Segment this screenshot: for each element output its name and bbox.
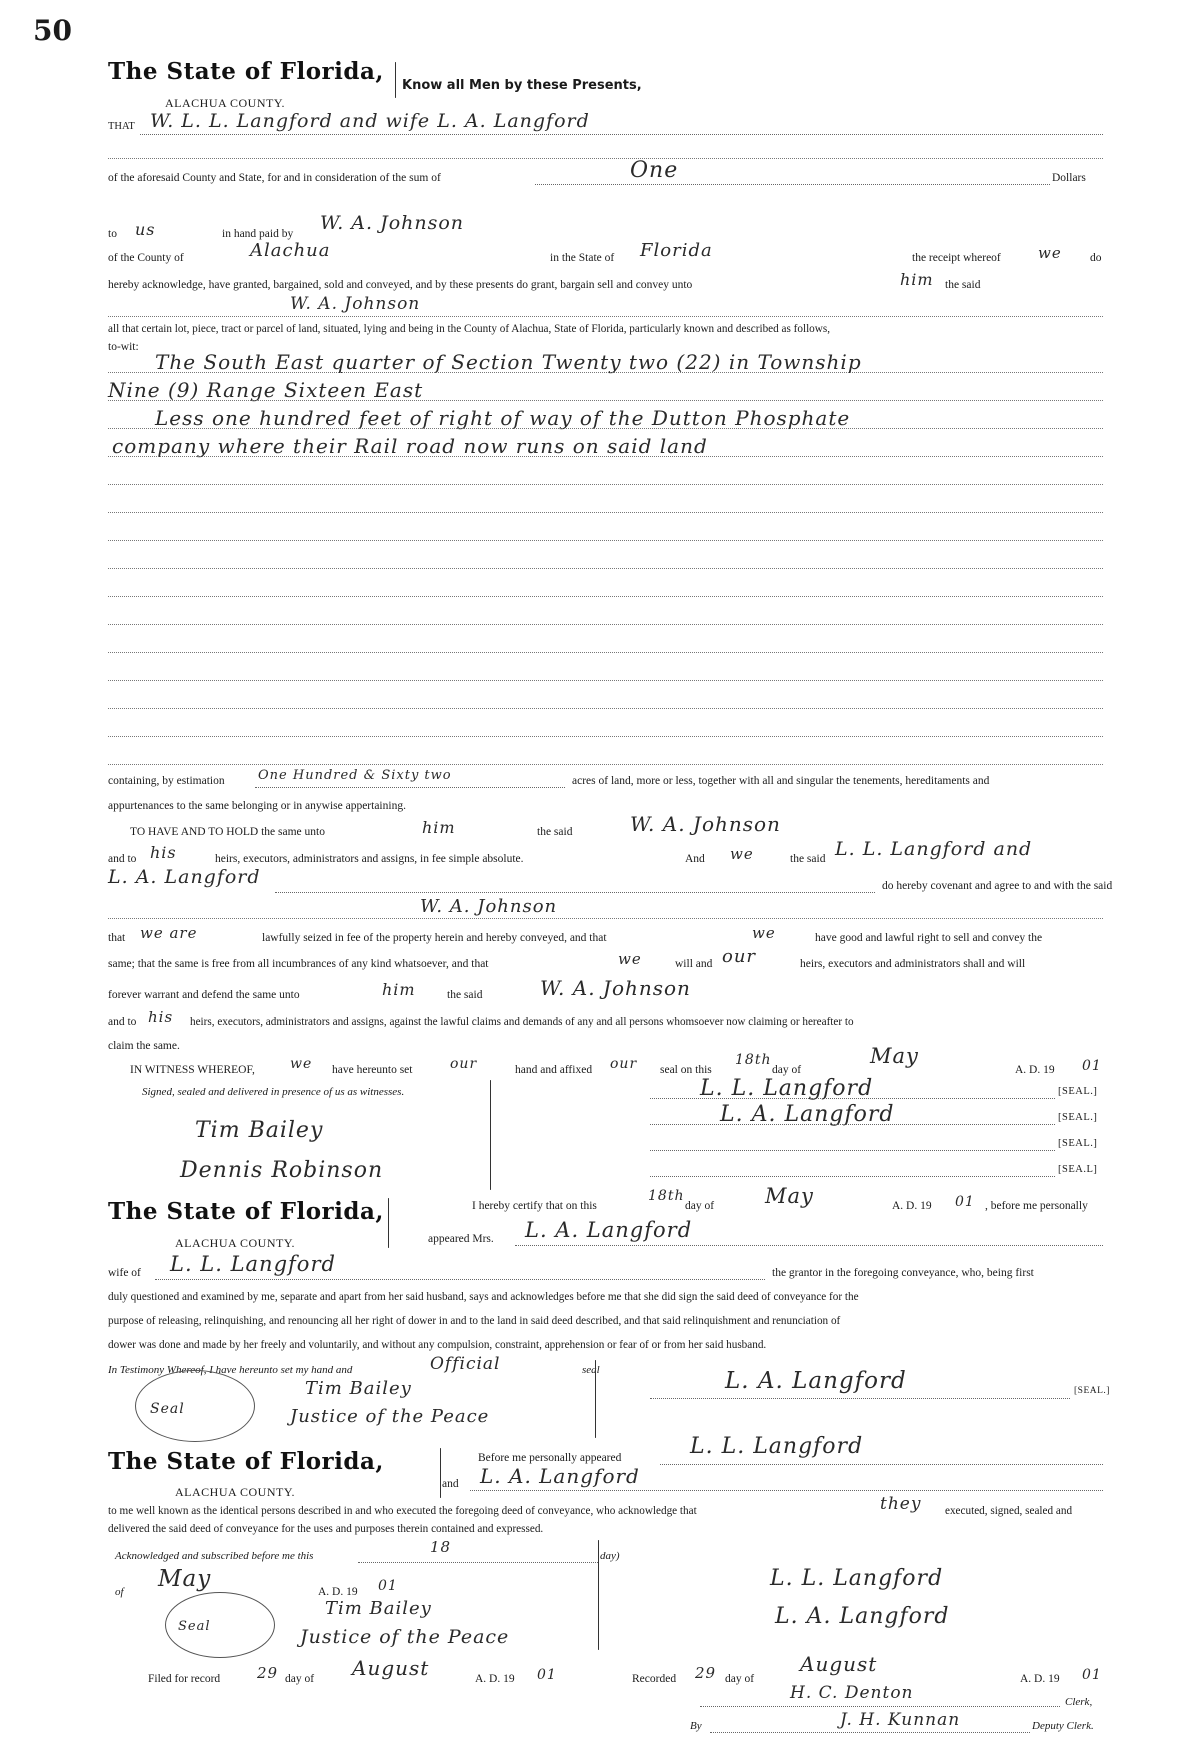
seized-text: lawfully seized in fee of the property herein and hereby conveyed, and that bbox=[262, 932, 607, 944]
grantors-handwritten: W. L. L. Langford and wife L. A. Langford bbox=[150, 110, 590, 132]
covenant-grantee-line bbox=[108, 918, 1103, 919]
cert2-stamp-text: Seal bbox=[178, 1619, 211, 1634]
covenant-names-2: L. A. Langford bbox=[108, 866, 261, 888]
cert2-signature-2: L. A. Langford bbox=[775, 1604, 950, 1629]
to-label: to bbox=[108, 228, 117, 240]
recorded-day-of: day of bbox=[725, 1673, 755, 1685]
forever-unto: him bbox=[382, 980, 416, 999]
county-label: ALACHUA COUNTY. bbox=[165, 96, 285, 110]
habendum-label: TO HAVE AND TO HOLD the same unto bbox=[130, 826, 325, 838]
description-line-4: company where their Rail road now runs on said land bbox=[112, 434, 708, 458]
desc-rule bbox=[108, 512, 1103, 513]
state-title: The State of Florida, bbox=[108, 58, 384, 85]
filed-year: 01 bbox=[537, 1667, 557, 1683]
habendum-unto: him bbox=[422, 818, 456, 837]
heirs-text: heirs, executors, administrators and assigns, in fee simple absolute. bbox=[215, 853, 524, 865]
cert2-day-line bbox=[358, 1562, 598, 1563]
desc-rule bbox=[108, 568, 1103, 569]
clerk-label: Clerk, bbox=[1065, 1696, 1093, 1708]
cert2-they: they bbox=[880, 1494, 922, 1514]
claim-same: claim the same. bbox=[108, 1040, 180, 1052]
desc-rule bbox=[108, 624, 1103, 625]
the-said: the said bbox=[945, 279, 981, 291]
filed-ad: A. D. 19 bbox=[475, 1673, 515, 1685]
witness-our-2: our bbox=[610, 1056, 638, 1072]
desc-rule bbox=[108, 456, 1103, 457]
grantor-signature-2: L. A. Langford bbox=[720, 1102, 895, 1127]
cert1-month: May bbox=[765, 1184, 814, 1208]
unto-value: him bbox=[900, 270, 934, 289]
seal-line-3 bbox=[650, 1150, 1055, 1151]
cert1-wife-of-value: L. L. Langford bbox=[170, 1252, 336, 1276]
cert1-testimony-text: In Testimony Whereof, I have hereunto set my hand and bbox=[108, 1364, 353, 1376]
cert1-sig-line bbox=[650, 1398, 1070, 1399]
witness-we: we bbox=[290, 1056, 313, 1072]
forever-the-said: the said bbox=[447, 989, 483, 1001]
cert1-notary-stamp bbox=[135, 1370, 255, 1442]
county-value: Alachua bbox=[250, 240, 331, 261]
cert2-state-title: The State of Florida, bbox=[108, 1448, 384, 1475]
know-all-heading: Know all Men by these Presents, bbox=[402, 78, 642, 93]
witness-2-signature: Dennis Robinson bbox=[180, 1158, 384, 1183]
description-line-3: Less one hundred feet of right of way of the Dutton Phosphate bbox=[155, 406, 851, 430]
dollars-label: Dollars bbox=[1052, 172, 1086, 184]
claims-text: heirs, executors, administrators and assigns, against the lawful claims and demands of any and all persons whomsoever now claiming or hereafter to bbox=[190, 1016, 854, 1028]
cert1-before-me: , before me personally bbox=[985, 1200, 1088, 1212]
covenant-names-1: L. L. Langford and bbox=[835, 838, 1033, 860]
covenant-grantee: W. A. Johnson bbox=[420, 896, 558, 917]
receipt-value: we bbox=[1038, 244, 1062, 262]
have-value: we bbox=[752, 924, 776, 942]
cert1-brace bbox=[388, 1198, 389, 1248]
cert1-stamp-text: Seal bbox=[150, 1401, 185, 1417]
cert1-state-title: The State of Florida, bbox=[108, 1198, 384, 1225]
acres-line bbox=[255, 787, 565, 788]
deputy-name: J. H. Kunnan bbox=[840, 1710, 961, 1730]
forever-text: forever warrant and defend the same unto bbox=[108, 989, 300, 1001]
consideration-line bbox=[535, 184, 1050, 185]
cert2-month: May bbox=[158, 1566, 212, 1592]
and-to-label: and to bbox=[108, 853, 137, 865]
cert2-text-2: delivered the said deed of conveyance for the uses and purposes therein contained and expressed. bbox=[108, 1523, 544, 1535]
containing-label: containing, by estimation bbox=[108, 775, 225, 787]
seal-line-2 bbox=[650, 1124, 1055, 1125]
grantor-signature-1: L. L. Langford bbox=[700, 1076, 874, 1101]
desc-rule bbox=[108, 484, 1103, 485]
page-number: 50 bbox=[33, 14, 72, 47]
witness-seal-on-this: seal on this bbox=[660, 1064, 712, 1076]
covenant-text: do hereby covenant and agree to and with the said bbox=[882, 880, 1113, 892]
cert1-official: Official bbox=[430, 1354, 501, 1374]
receipt-label: the receipt whereof bbox=[912, 252, 1001, 264]
cert2-ack-text: Acknowledged and subscribed before me this bbox=[115, 1550, 314, 1562]
and-to2-value: his bbox=[148, 1008, 174, 1026]
cert1-ad: A. D. 19 bbox=[892, 1200, 932, 1212]
cert2-signature-1: L. L. Langford bbox=[770, 1566, 944, 1591]
in-hand-paid-by: in hand paid by bbox=[222, 228, 294, 240]
seal-label-1: [SEAL.] bbox=[1058, 1086, 1098, 1097]
desc-rule bbox=[108, 680, 1103, 681]
desc-rule bbox=[108, 400, 1103, 401]
acknowledge-text: hereby acknowledge, have granted, bargained, sold and conveyed, and by these presents do grant, bargain sell and convey unto bbox=[108, 279, 693, 291]
filed-day-of: day of bbox=[285, 1673, 315, 1685]
and-label: And bbox=[685, 853, 705, 865]
cert2-county: ALACHUA COUNTY. bbox=[175, 1485, 295, 1499]
recorded-ad: A. D. 19 bbox=[1020, 1673, 1060, 1685]
cert2-before-label: Before me personally appeared bbox=[478, 1452, 622, 1464]
acres-value: One Hundred & Sixty two bbox=[258, 768, 452, 783]
seal-label-2: [SEAL.] bbox=[1058, 1112, 1098, 1123]
cert1-text-2: purpose of releasing, relinquishing, and renouncing all her right of dower in and to the land in said deed described, and that said relinquishment and renunciation of bbox=[108, 1315, 841, 1327]
cert1-officer-title: Justice of the Peace bbox=[290, 1406, 490, 1427]
of-county-label: of the County of bbox=[108, 252, 184, 264]
lot-text: all that certain lot, piece, tract or parcel of land, situated, lying and being in the County of Alachua, State of Florida, particularly known and described as follows, bbox=[108, 323, 831, 335]
recorded-label: Recorded bbox=[632, 1673, 677, 1685]
that-label: THAT bbox=[108, 121, 135, 132]
cert2-notary-stamp bbox=[165, 1592, 275, 1658]
cert1-appeared-label: appeared Mrs. bbox=[428, 1233, 494, 1245]
cert1-signature: L. A. Langford bbox=[725, 1368, 907, 1394]
have-text: have good and lawful right to sell and convey the bbox=[815, 932, 1043, 944]
covenant-the-said: the said bbox=[790, 853, 826, 865]
witness-brace bbox=[490, 1080, 491, 1190]
desc-rule bbox=[108, 428, 1103, 429]
description-line-1: The South East quarter of Section Twenty two (22) in Township bbox=[155, 350, 862, 374]
witness-day-of: day of bbox=[772, 1064, 802, 1076]
to-wit-label: to-wit: bbox=[108, 341, 139, 353]
cert2-person-1-line bbox=[660, 1464, 1103, 1465]
by-label: By bbox=[690, 1720, 702, 1732]
habendum-grantee: W. A. Johnson bbox=[630, 812, 781, 836]
cert1-year: 01 bbox=[955, 1194, 975, 1210]
and-to-label-2: and to bbox=[108, 1016, 137, 1028]
witness-year: 01 bbox=[1082, 1058, 1102, 1074]
forever-grantee: W. A. Johnson bbox=[540, 976, 691, 1000]
seized-value: we are bbox=[140, 924, 198, 942]
consideration-text: of the aforesaid County and State, for and in consideration of the sum of bbox=[108, 172, 441, 184]
cert1-day-of: day of bbox=[685, 1200, 715, 1212]
witness-have-set: have hereunto set bbox=[332, 1064, 413, 1076]
cert2-ad: A. D. 19 bbox=[318, 1586, 358, 1598]
cert1-text-1: duly questioned and examined by me, separate and apart from her said husband, says and acknowledges before me that she did sign the said deed of conveyance for the bbox=[108, 1291, 859, 1303]
recorded-day: 29 bbox=[695, 1664, 717, 1682]
cert2-text-1b: executed, signed, sealed and bbox=[945, 1505, 1073, 1517]
desc-rule bbox=[108, 372, 1103, 373]
state-value: Florida bbox=[640, 240, 713, 261]
cert2-text-1: to me well known as the identical persons described in and who executed the foregoing deed of conveyance, who acknowledge that bbox=[108, 1505, 697, 1517]
our-value: our bbox=[722, 946, 757, 967]
acres-text: acres of land, more or less, together with all and singular the tenements, hereditaments and bbox=[572, 775, 990, 787]
desc-rule bbox=[108, 736, 1103, 737]
cert1-wife-line bbox=[155, 1279, 765, 1280]
grantee-line bbox=[108, 316, 1103, 317]
to-value: us bbox=[135, 220, 156, 239]
cert1-text-3: dower was done and made by her freely and voluntarily, and without any compulsion, constraint, apprehension or fear of or from her said husband. bbox=[108, 1339, 767, 1351]
seal-label-4: [SEA.L] bbox=[1058, 1164, 1098, 1175]
deputy-label: Deputy Clerk. bbox=[1032, 1720, 1094, 1732]
witness-month: May bbox=[870, 1044, 919, 1068]
desc-rule bbox=[108, 596, 1103, 597]
witness-ad: A. D. 19 bbox=[1015, 1064, 1055, 1076]
heirs-warrant-text: heirs, executors and administrators shall and will bbox=[800, 958, 1026, 970]
payer-name: W. A. Johnson bbox=[320, 212, 465, 234]
witness-label: IN WITNESS WHEREOF, bbox=[130, 1064, 255, 1076]
that-label-2: that bbox=[108, 932, 126, 944]
cert2-year: 01 bbox=[378, 1578, 398, 1594]
cert2-brace bbox=[440, 1448, 441, 1498]
desc-rule bbox=[108, 708, 1103, 709]
appurtenances-text: appurtenances to the same belonging or in anywise appertaining. bbox=[108, 800, 406, 812]
filed-day: 29 bbox=[257, 1664, 279, 1682]
witness-our-1: our bbox=[450, 1056, 478, 1072]
cert1-wife-of-label: wife of bbox=[108, 1267, 141, 1279]
and-to-value: his bbox=[150, 843, 177, 862]
will-value: we bbox=[618, 950, 642, 968]
cert1-grantor-text: the grantor in the foregoing conveyance, who, being first bbox=[772, 1267, 1034, 1279]
desc-rule bbox=[108, 540, 1103, 541]
covenant-we: we bbox=[730, 845, 754, 863]
cert2-of-label: of bbox=[115, 1586, 124, 1598]
signed-text: Signed, sealed and delivered in presence of us as witnesses. bbox=[142, 1086, 405, 1098]
cert2-officer-title: Justice of the Peace bbox=[300, 1626, 510, 1648]
consideration-amount: One bbox=[630, 158, 679, 183]
desc-rule bbox=[108, 764, 1103, 765]
recorded-year: 01 bbox=[1082, 1667, 1102, 1683]
seal-line-1 bbox=[650, 1098, 1055, 1099]
cert1-sig-brace bbox=[595, 1360, 596, 1438]
seal-label-3: [SEAL.] bbox=[1058, 1138, 1098, 1149]
grantee-name: W. A. Johnson bbox=[290, 294, 421, 314]
habendum-the-said: the said bbox=[537, 826, 573, 838]
header-brace bbox=[395, 62, 396, 98]
witness-day: 18th bbox=[735, 1052, 772, 1068]
blank-line bbox=[108, 158, 1103, 159]
cert1-officer-name: Tim Bailey bbox=[305, 1378, 412, 1399]
deputy-line bbox=[710, 1732, 1030, 1733]
free-text: same; that the same is free from all incumbrances of any kind whatsoever, and that bbox=[108, 958, 489, 970]
witness-1-signature: Tim Bailey bbox=[195, 1118, 324, 1143]
grantors-line bbox=[140, 134, 1103, 135]
cert2-day-label: day) bbox=[600, 1550, 620, 1562]
cert1-certify-text: I hereby certify that on this bbox=[472, 1200, 597, 1212]
cert2-person-2: L. A. Langford bbox=[480, 1464, 640, 1488]
cert2-officer-name: Tim Bailey bbox=[325, 1598, 432, 1619]
in-state-label: in the State of bbox=[550, 252, 615, 264]
desc-rule bbox=[108, 652, 1103, 653]
seal-line-4 bbox=[650, 1176, 1055, 1177]
clerk-line bbox=[700, 1706, 1060, 1707]
filed-label: Filed for record bbox=[148, 1673, 221, 1685]
cert1-seal-label: [SEAL.] bbox=[1074, 1386, 1110, 1396]
clerk-name: H. C. Denton bbox=[790, 1683, 914, 1703]
do-label: do bbox=[1090, 252, 1102, 264]
description-line-2: Nine (9) Range Sixteen East bbox=[108, 378, 424, 402]
cert1-seal-word: seal bbox=[582, 1364, 600, 1376]
cert2-person-2-line bbox=[470, 1490, 1103, 1491]
will-and: will and bbox=[675, 958, 713, 970]
cert2-person-1: L. L. Langford bbox=[690, 1434, 864, 1459]
cert1-day: 18th bbox=[648, 1188, 685, 1204]
cert1-appeared-line bbox=[515, 1245, 1103, 1246]
cert1-appeared-value: L. A. Langford bbox=[525, 1218, 693, 1242]
recorded-month: August bbox=[800, 1652, 878, 1676]
witness-hand-affixed: hand and affixed bbox=[515, 1064, 593, 1076]
cert2-and-label: and bbox=[442, 1478, 459, 1490]
filed-month: August bbox=[352, 1656, 430, 1680]
cert2-day: 18 bbox=[430, 1538, 452, 1556]
cert1-county: ALACHUA COUNTY. bbox=[175, 1236, 295, 1250]
cert2-brace-2 bbox=[598, 1540, 599, 1650]
covenant-line bbox=[275, 892, 875, 893]
